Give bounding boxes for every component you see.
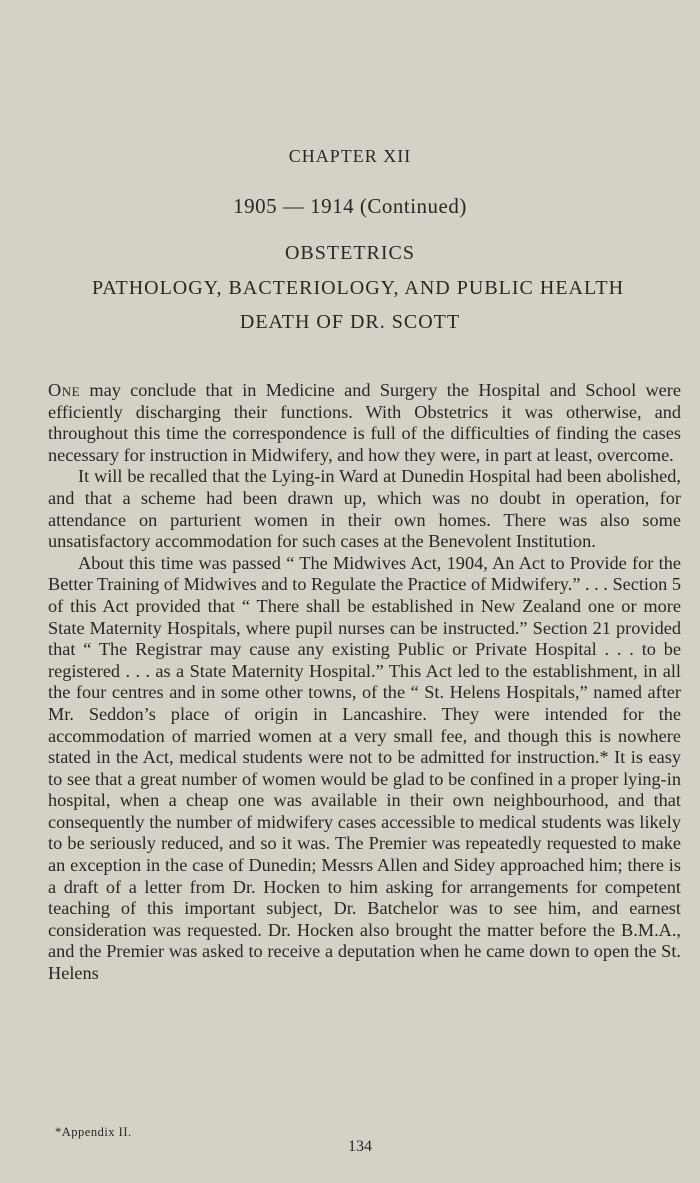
chapter-heading: CHAPTER XII [288,146,412,166]
body-text [48,380,681,985]
paragraph-3: About this time was passed “ The Midwives Act, 1904, An Act to Provide for the Better Training of Midwives and to Regulate the Practice of Midwifery.” . . . Section 5 of this Act provided that “ There shall be established in New Zealand one or more State Maternity Hospitals, where pupil nurses can be instructed.” Section 21 provided that “ The Registrar may cause any existing Public or Private Hospital . . . to be registered . . . as a State Maternity Hospital.” This Act led to the establishment, in all the four centres and in some other towns, of the “ St. Helens Hospitals,” named after Mr. Seddon’s place of origin in Lancashire. They were intended for the accommodation of married women at a very small fee, and though this is nowhere stated in the Act, medical students were not to be admitted for instruction.* It is easy to see that a great number of women would be glad to be confined in a proper lying-in hospital, when a cheap one was available in their own neighbourhood, and that consequently the number of midwifery cases accessible to medical students was likely to be seriously reduced, and so it was. The Premier was repeatedly requested to make an exception in the case of Dunedin; Messrs Allen and Sidey approached him; there is a draft of a letter from Dr. Hocken to him asking for arrangements for competent teaching of this important subject, Dr. Batchelor was to see him, and earnest consideration was requested. Dr. Hocken also brought the matter before the B.M.A., and the Premier was asked to receive a deputation when he came down to open the St. Helens [48,552,681,984]
page-number: 134 [348,1138,372,1155]
chapter-years: 1905 — 1914 (Continued) [233,194,467,218]
footnote: *Appendix II. [55,1125,132,1139]
topic-heading-obstetrics: OBSTETRICS [284,242,416,264]
paragraph-2: It will be recalled that the Lying-in Ward at Dunedin Hospital had been abolished, and that a scheme had been drawn up, which was no doubt in operation, for attendance on parturient women in their own homes. There was also some unsatisfactory accommodation for such cases at the Benevolent Institution. [48,466,681,552]
topic-heading-death: DEATH OF DR. SCOTT [239,311,461,333]
paragraph-1-lead: One [48,380,81,400]
paragraph-1 [48,380,681,466]
paragraph-1-text: may conclude that in Medicine and Surgery the Hospital and School were efficiently discharging their functions. With Obstetrics it was otherwise, and throughout this time the correspondence is full of the difficulties of finding the cases necessary for instruction in Midwifery, and how they were, in part at least, overcome. [48,380,681,465]
topic-heading-pathology: PATHOLOGY, BACTERIOLOGY, AND PUBLIC HEALTH [91,277,625,299]
